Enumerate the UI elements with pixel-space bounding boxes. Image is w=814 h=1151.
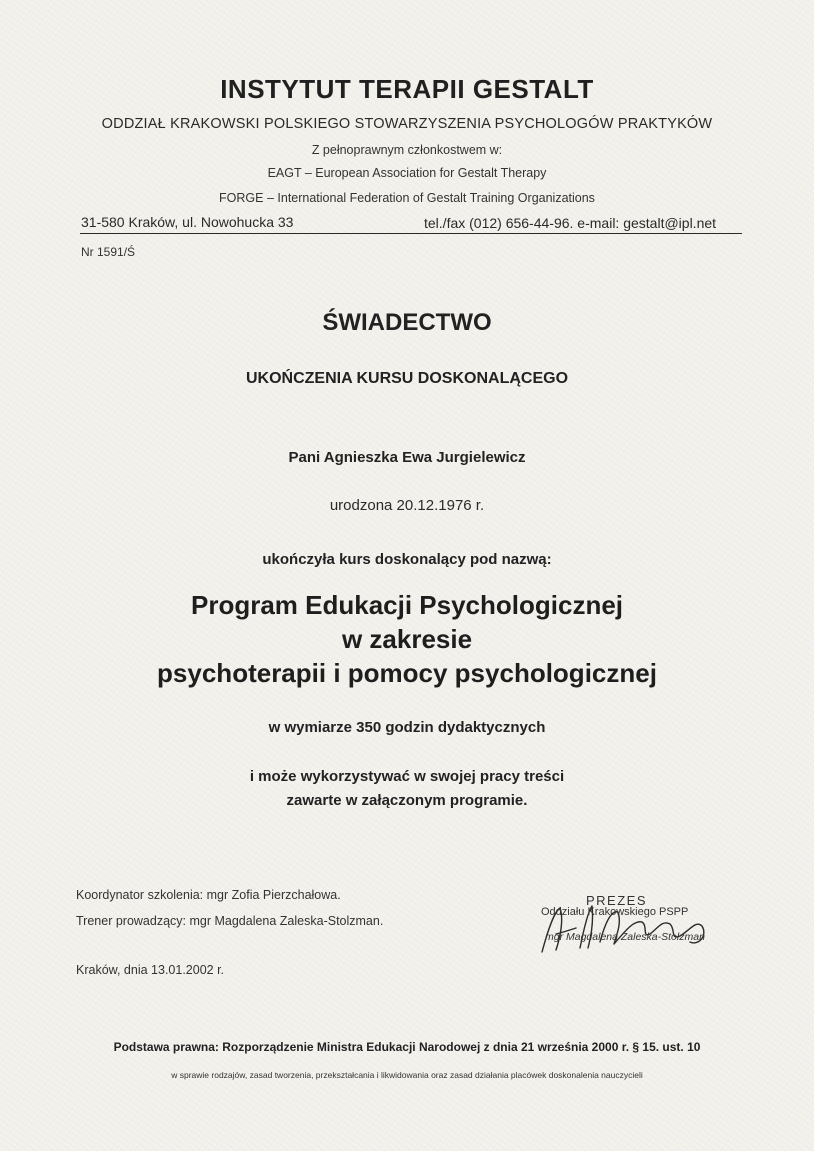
- membership-forge: FORGE – International Federation of Gestalt Training Organizations: [219, 191, 595, 205]
- issue-place-date: Kraków, dnia 13.01.2002 r.: [76, 963, 225, 977]
- legal-detail: w sprawie rodzajów, zasad tworzenia, przekształcania i likwidowania oraz zasad działania placówek doskonalenia nauczycieli: [171, 1070, 643, 1080]
- program-name-line-2: w zakresie: [341, 624, 473, 654]
- membership-eagt: EAGT – European Association for Gestalt Therapy: [267, 166, 547, 180]
- lead-trainer: Trener prowadzący: mgr Magdalena Zaleska-Stolzman.: [76, 914, 384, 928]
- institute-subtitle: ODDZIAŁ KRAKOWSKI POLSKIEGO STOWARZYSZENIA PSYCHOLOGÓW PRAKTYKÓW: [101, 116, 713, 132]
- legal-basis: Podstawa prawna: Rozporządzenie Ministra Edukacji Narodowej z dnia 21 września 2000 r. § 15. ust. 10: [113, 1040, 701, 1054]
- recipient-name: Pani Agnieszka Ewa Jurgielewicz: [288, 449, 526, 466]
- certificate-subtitle: UKOŃCZENIA KURSU DOSKONALĄCEGO: [245, 370, 569, 387]
- usage-statement-line-1: i może wykorzystywać w swojej pracy treści: [249, 768, 565, 785]
- header-divider: [80, 233, 742, 234]
- course-hours: w wymiarze 350 godzin dydaktycznych: [268, 719, 546, 736]
- stamp-organization: Oddziału Krakowskiego PSPP: [541, 906, 689, 918]
- institute-address: 31-580 Kraków, ul. Nowohucka 33: [81, 214, 294, 230]
- institute-name: INSTYTUT TERAPII GESTALT: [220, 74, 594, 104]
- certificate-title: ŚWIADECTWO: [322, 309, 492, 336]
- program-name-line-1: Program Edukacji Psychologicznej: [190, 590, 624, 620]
- program-name-line-3: psychoterapii i pomocy psychologicznej: [157, 658, 657, 688]
- birth-date: urodzona 20.12.1976 r.: [329, 497, 485, 514]
- stamp-name: mgr Magdalena Zaleska-Stolzman: [545, 931, 705, 943]
- completion-statement: ukończyła kurs doskonalący pod nazwą:: [262, 551, 552, 568]
- institute-contact: tel./fax (012) 656-44-96. e-mail: gestalt@ipl.net: [424, 215, 717, 231]
- certificate-number: Nr 1591/Ś: [81, 245, 136, 259]
- training-coordinator: Koordynator szkolenia: mgr Zofia Pierzchałowa.: [76, 888, 341, 902]
- membership-intro: Z pełnoprawnym członkostwem w:: [311, 143, 503, 157]
- stamp-title: PREZES: [586, 893, 648, 908]
- usage-statement-line-2: zawarte w załączonym programie.: [286, 792, 528, 809]
